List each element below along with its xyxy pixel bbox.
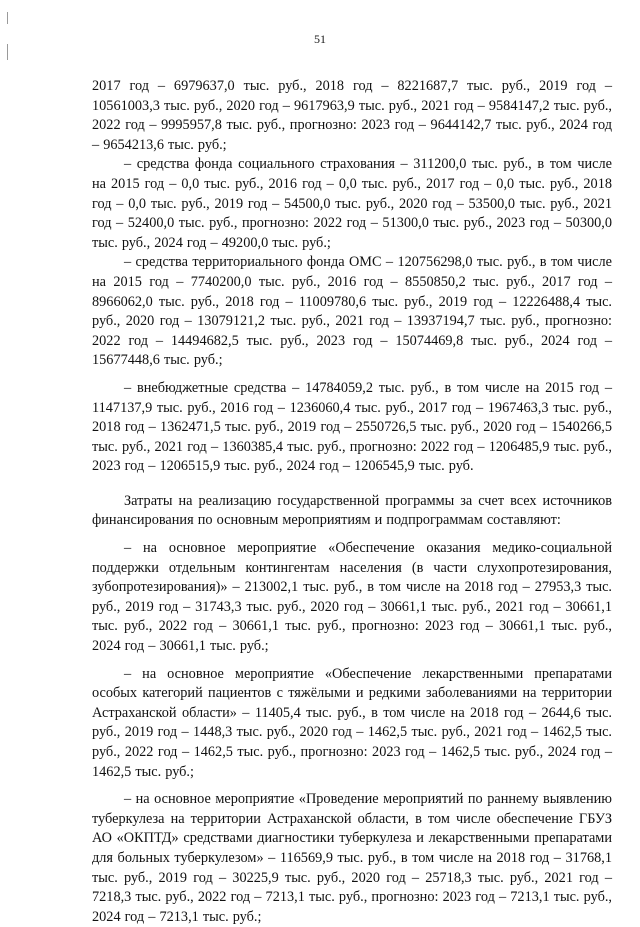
paragraph-tuberculosis-detection: – на основное мероприятие «Проведение мероприятий по раннему выявлению туберкулеза на территории Астраханской области, в том числе обеспечение ГБУЗ АО «ОКПТД» средствами диагностики туберкулеза и лекарственными препаратами для больных туберкулезом» – 116569,9 тыс. руб., в том числе на 2018 год – 31768,1 тыс. руб., 2019 год – 30225,9 тыс. руб., 2020 год – 25718,3 тыс. руб., 2021 год – 7218,3 тыс. руб., 2022 год – 7213,1 тыс. руб., прогнозно: 2023 год – 7213,1 тыс. руб., 2024 год – 7213,1 тыс. руб.; <box>92 791 612 925</box>
paragraph-territorial-oms-fund: – средства территориального фонда ОМС – 120756298,0 тыс. руб., в том числе на 2015 год – 7740200,0 тыс. руб., 2016 год – 8550850,2 тыс. руб., 2017 год – 8966062,0 тыс. руб., 2018 год – 11009780,6 тыс. руб., 2019 год – 12226488,4 тыс. руб., 2020 год – 13079121,2 тыс. руб., 2021 год – 13937194,7 тыс. руб., прогнозно: 2022 год – 14494682,5 тыс. руб., 2023 год – 15074469,8 тыс. руб., 2024 год – 15677448,6 тыс. руб.; <box>92 254 612 369</box>
paragraph-rare-diseases-drugs: – на основное мероприятие «Обеспечение лекарственными препаратами особых категорий пациентов с тяжёлыми и редкими заболеваниями на территории Астраханской области» – 11405,4 тыс. руб., в том числе на 2018 год – 2644,6 тыс. руб., 2019 год – 1448,3 тыс. руб., 2020 год – 1462,5 тыс. руб., 2021 год – 1462,5 тыс. руб., 2022 год – 1462,5 тыс. руб., прогнозно: 2023 год – 1462,5 тыс. руб., 2024 год – 1462,5 тыс. руб.; <box>92 665 612 780</box>
paragraph-medical-social-support: – на основное мероприятие «Обеспечение оказания медико-социальной поддержки отдельным контингентам населения (в части слухопротезирования, зубопротезирования)» – 213002,1 тыс. руб., в том числе на 2018 год – 27953,3 тыс. руб., 2019 год – 31743,3 тыс. руб., 2020 год – 30661,1 тыс. руб., 2021 год – 30661,1 тыс. руб., 2022 год – 30661,1 тыс. руб., прогнозно: 2023 год – 30661,1 тыс. руб., 2024 год – 30661,1 тыс. руб.; <box>92 540 612 655</box>
page-number: 51 <box>314 32 326 46</box>
paragraph-budget-continuation: 2017 год – 6979637,0 тыс. руб., 2018 год – 8221687,7 тыс. руб., 2019 год – 10561003,3 тыс. руб., 2020 год – 9617963,9 тыс. руб., 2021 год – 9584147,2 тыс. руб., 2022 год – 9995957,8 тыс. руб., прогнозно: 2023 год – 9644142,7 тыс. руб., 2024 год – 9654213,6 тыс. руб.; <box>92 78 612 153</box>
paragraph-social-insurance-fund: – средства фонда социального страхования – 311200,0 тыс. руб., в том числе на 2015 год – 0,0 тыс. руб., 2016 год – 0,0 тыс. руб., 2017 год – 0,0 тыс. руб., 2018 год – 0,0 тыс. руб., 2019 год – 54500,0 тыс. руб., 2020 год – 53500,0 тыс. руб., 2021 год – 52400,0 тыс. руб., прогнозно: 2022 год – 51300,0 тыс. руб., 2023 год – 50300,0 тыс. руб., 2024 год – 49200,0 тыс. руб.; <box>92 156 612 251</box>
document-body <box>92 77 612 927</box>
paragraph-program-costs-intro: Затраты на реализацию государственной программы за счет всех источников финансирования по основным мероприятиям и подпрограммам составляют: <box>92 492 612 529</box>
paragraph-extrabudgetary-funds: – внебюджетные средства – 14784059,2 тыс. руб., в том числе на 2015 год – 1147137,9 тыс. руб., 2016 год – 1236060,4 тыс. руб., 2017 год – 1967463,3 тыс. руб., 2018 год – 1362471,5 тыс. руб., 2019 год – 2550726,5 тыс. руб., 2020 год – 1540266,5 тыс. руб., 2021 год – 1360385,4 тыс. руб., прогнозно: 2022 год – 1206485,9 тыс. руб., 2023 год – 1206515,9 тыс. руб., 2024 год – 1206545,9 тыс. руб. <box>92 379 612 475</box>
scan-edge-mark <box>7 12 8 24</box>
